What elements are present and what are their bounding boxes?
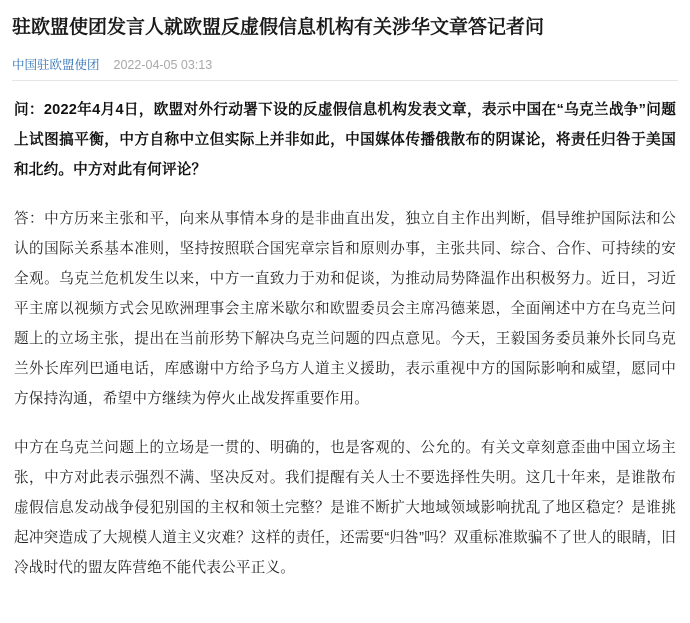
article-meta <box>12 56 678 74</box>
page-title: 驻欧盟使团发言人就欧盟反虚假信息机构有关涉华文章答记者问 <box>12 17 545 38</box>
article-paragraph-answer-1: 答：中方历来主张和平，向来从事情本身的是非曲直出发，独立自主作出判断，倡导维护国际法和公认的国际关系基本准则，坚持按照联合国宪章宗旨和原则办事，主张共同、综合、合作、可持续的安全观。乌克兰危机发生以来，中方一直致力于劝和促谈，为推动局势降温作出积极努力。近日，习近平主席以视频方式会见欧洲理事会主席米歇尔和欧盟委员会主席冯德莱恩，全面阐述中方在乌克兰问题上的立场主张，提出在当前形势下解决乌克兰问题的四点意见。今天，王毅国务委员兼外长同乌克兰外长库列巴通电话，库感谢中方给予乌方人道主义援助，表示重视中方的国际影响和威望，愿同中方保持沟通，希望中方继续为停火止战发挥重要作用。 <box>14 211 676 407</box>
article-paragraph-question: 问：2022年4月4日，欧盟对外行动署下设的反虚假信息机构发表文章，表示中国在“乌克兰战争”问题上试图搞平衡，中方自称中立但实际上并非如此，中国媒体传播俄散布的阴谋论，将责任归咎于美国和北约。中方对此有何评论？ <box>14 102 676 178</box>
article-timestamp: 2022-04-05 03:13 <box>113 58 213 72</box>
article-body <box>12 95 678 583</box>
meta-divider <box>12 80 678 81</box>
article-paragraph-answer-2: 中方在乌克兰问题上的立场是一贯的、明确的，也是客观的、公允的。有关文章刻意歪曲中国立场主张，中方对此表示强烈不满、坚决反对。我们提醒有关人士不要选择性失明。这几十年来，是谁散布虚假信息发动战争侵犯别国的主权和领土完整？是谁不断扩大地域领域影响扰乱了地区稳定？是谁挑起冲突造成了大规模人道主义灾难？这样的责任，还需要“归咎”吗？双重标准欺骗不了世人的眼睛，旧冷战时代的盟友阵营绝不能代表公平正义。 <box>14 440 676 576</box>
article-source[interactable]: 中国驻欧盟使团 <box>12 58 100 72</box>
